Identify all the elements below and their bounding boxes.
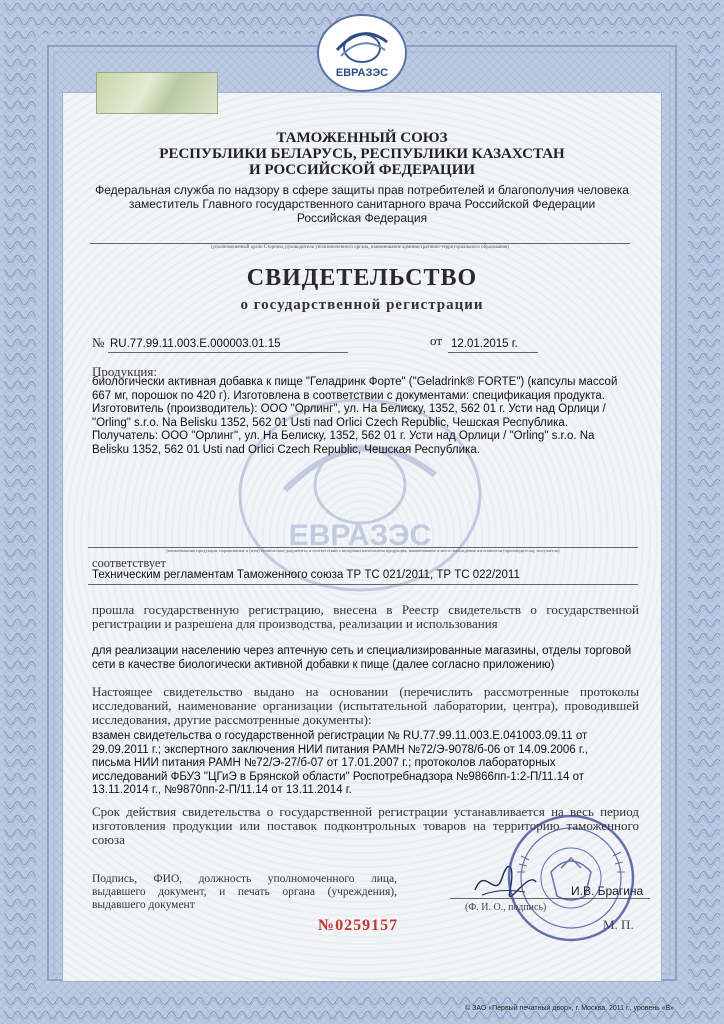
basis-text: Настоящее свидетельство выдано на основании (перечислить рассмотренные протоколы исследований, наименование организации (испытательной лаборатории, центра), проводившей исследования, другие рассмотренные документы): bbox=[92, 684, 639, 727]
product-note: (наименование продукции, нормативные и (или) технические документы, в соответствии с которыми изготовлена продукция, наименование и место нахождения изготовителя (производителя), получателя) bbox=[166, 548, 560, 553]
mp-label: М. П. bbox=[603, 917, 634, 932]
registration-text: прошла государственную регистрацию, внесена в Реестр свидетельств о государственной регистрации и разрешена для производства, реализации и использования bbox=[92, 602, 639, 631]
emblem-label: ЕВРАЗЭС bbox=[335, 67, 389, 79]
number-underline bbox=[108, 352, 348, 353]
header-line1: ТАМОЖЕННЫЙ СОЮЗ bbox=[276, 130, 448, 146]
product-line: "Orling" s.r.o. Na Belisku 1352, 562 01 Usti nad Orlici Czech Republic, Чешская Республика. bbox=[92, 416, 568, 429]
official-seal-icon bbox=[505, 812, 637, 944]
serial-value: 0259157 bbox=[335, 917, 399, 934]
product-label: Продукция: bbox=[92, 364, 157, 379]
basis-line: 13.11.2014 г., №9870пп-2-П/11.14 от 13.11.2014 г. bbox=[92, 784, 352, 796]
conformity-underline bbox=[88, 584, 638, 585]
usage-line: сети в качестве биологически активной добавки к пище (далее согласно приложению) bbox=[92, 658, 555, 671]
evrazes-emblem bbox=[315, 12, 409, 94]
basis-line: исследований ФБУЗ "ЦГиЭ в Брянской области" Роспотребнадзора №9866пп-1:2-П/11.14 от bbox=[92, 770, 585, 783]
basis-line: взамен свидетельства о государственной регистрации № RU.77.99.11.003.Е.041003.09.11 от bbox=[92, 730, 588, 742]
product-line: Изготовитель (производитель): ООО "Орлинг", ул. На Белиску, 1352, 562 01 г. Усти над Орлици / bbox=[92, 403, 606, 415]
product-line: биологически активная добавка к пище "Геладринк Форте" ("Geladrink® FORTE") (капсулы массой bbox=[92, 376, 618, 388]
header-line3: И РОССИЙСКОЙ ФЕДЕРАЦИИ bbox=[248, 162, 476, 178]
product-line: Получатель: ООО "Орлинг", ул. На Белиску, 1352, 562 01 г. Усти над Орлици / "Orling" s.r.o. Na bbox=[92, 430, 595, 442]
agency-underline bbox=[90, 243, 630, 244]
date-label: от bbox=[430, 333, 443, 348]
serial-no-sign: № bbox=[318, 917, 336, 934]
header-line2: РЕСПУБЛИКИ БЕЛАРУСЬ, РЕСПУБЛИКИ КАЗАХСТАН bbox=[159, 146, 565, 162]
printer-footer: © ЗАО «Первый печатный двор», г. Москва, 2011 г., уровень «В». bbox=[465, 1005, 677, 1012]
registration-number: RU.77.99.11.003.Е.000003.01.15 bbox=[110, 338, 281, 350]
basis-documents bbox=[92, 730, 652, 798]
product-line: 667 мг, порошок по 420 г). Изготовлена в соответствии с документами: спецификация продукта. bbox=[92, 389, 605, 402]
conformity-label: соответствует bbox=[92, 556, 166, 570]
agency-line1: Федеральная служба по надзору в сфере защиты прав потребителей и благополучия человека bbox=[95, 183, 629, 197]
signature-note: (Ф. И. О., подпись) bbox=[465, 902, 547, 913]
hologram-sticker bbox=[96, 72, 218, 114]
date-underline bbox=[448, 352, 538, 353]
usage-line: для реализации населению через аптечную сеть и специализированные магазины, отделы торговой bbox=[92, 645, 632, 657]
product-line: Belisku 1352, 562 01 Usti nad Orlici Czech Republic, Чешская Республика. bbox=[92, 443, 480, 456]
signatory-name: И.В. Брагина bbox=[571, 884, 644, 898]
basis-line: 29.09.2011 г.; экспертного заключения НИИ питания РАМН №72/Э-9078/б-06 от 14.09.2006 г., bbox=[92, 743, 589, 756]
signature-label: Подпись, ФИО, должность уполномоченного лица, выдавшего документ, и печать органа (учреждения), выдавшего документ bbox=[92, 873, 397, 911]
header-union bbox=[90, 130, 634, 178]
certificate-title: СВИДЕТЕЛЬСТВО bbox=[246, 265, 478, 291]
certificate-subtitle: о государственной регистрации bbox=[240, 297, 484, 313]
agency-note: (уполномоченный орган Стороны, руководитель уполномоченного органа, наименование административно-территориального образования) bbox=[210, 245, 510, 250]
registration-date: 12.01.2015 г. bbox=[451, 338, 518, 350]
basis-line: письма НИИ питания РАМН №72/Э-27/б-07 от 17.01.2007 г.; протоколов лабораторных bbox=[92, 757, 556, 769]
conformity-value: Техническим регламентам Таможенного союза ТР ТС 021/2011, ТР ТС 022/2011 bbox=[92, 569, 520, 581]
agency-line3: Российская Федерация bbox=[296, 211, 428, 225]
number-label: № bbox=[92, 335, 105, 350]
agency-block bbox=[80, 183, 644, 225]
validity-text: Срок действия свидетельства о государственной регистрации устанавливается на весь период изготовления продукции или поставок подконтрольных товаров на территорию таможенного союза bbox=[92, 804, 639, 847]
product-description bbox=[92, 376, 652, 457]
svg-text:ЕВРАЗЭС: ЕВРАЗЭС bbox=[288, 519, 432, 552]
serial-number bbox=[318, 917, 398, 935]
usage-block bbox=[92, 645, 652, 672]
agency-line2: заместитель Главного государственного санитарного врача Российской Федерации bbox=[128, 197, 596, 211]
